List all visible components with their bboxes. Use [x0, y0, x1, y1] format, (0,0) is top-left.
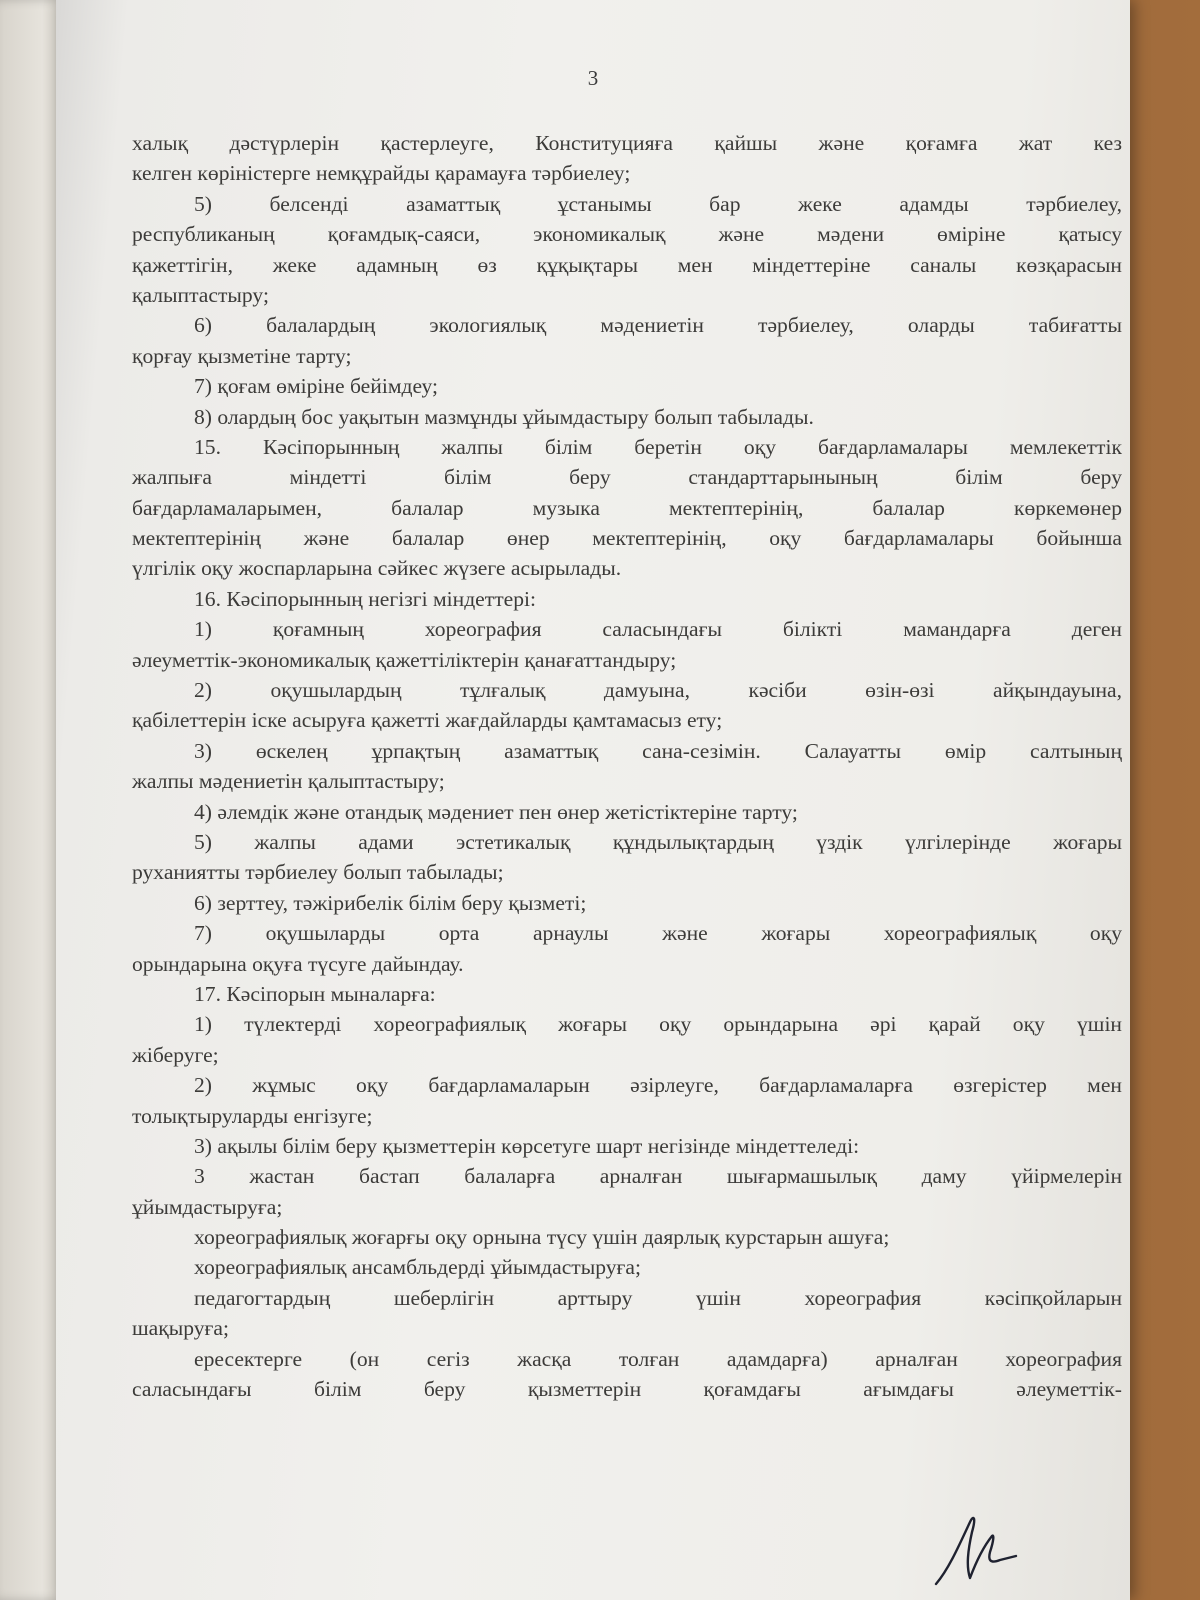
text-line: үлгілік оқу жоспарларына сәйкес жүзеге асырылады.	[132, 556, 622, 581]
text-line: саласындағы білім беру қызметтерін қоғамдағы ағымдағы әлеуметтік-	[132, 1377, 1122, 1402]
text-line: халық дәстүрлерін қастерлеуге, Конституцияға қайшы және қоғамға жат кез	[132, 131, 1122, 155]
text-line: жалпы мәдениетін қалыптастыру;	[132, 769, 445, 794]
text-line: 5) белсенді азаматтық ұстанымы бар жеке адамды тәрбиелеу,	[194, 191, 1122, 216]
text-line: 6) балалардың экологиялық мәдениетін тәрбиелеу, оларды табиғатты	[194, 313, 1122, 338]
text-line: 1) қоғамның хореография саласындағы білікті мамандарға деген	[194, 617, 1122, 642]
text-line: 3) өскелең ұрпақтың азаматтық сана-сезімін. Салауатты өмір салтының	[194, 738, 1122, 763]
text-line: 16. Кәсіпорынның негізгі міндеттері:	[194, 586, 537, 611]
text-line: 7) қоғам өміріне бейімдеу;	[194, 374, 439, 399]
text-line: шақыруға;	[132, 1316, 229, 1341]
signature	[930, 1500, 1020, 1590]
text-line: 17. Кәсіпорын мыналарға:	[194, 981, 436, 1006]
text-line: орындарына оқуға түсуге дайындау.	[132, 951, 464, 976]
text-line: 2) жұмыс оқу бағдарламаларын әзірлеуге, бағдарламаларға өзгерістер мен	[194, 1073, 1122, 1098]
text-line: хореографиялық ансамбльдерді ұйымдастыруға;	[194, 1255, 641, 1280]
text-line: 2) оқушылардың тұлғалық дамуына, кәсіби өзін-өзі айқындауына,	[194, 678, 1122, 703]
document-page	[56, 0, 1130, 1600]
text-line: қорғау қызметіне тарту;	[132, 343, 352, 368]
text-line: 6) зерттеу, тәжірибелік білім беру қызметі;	[194, 890, 587, 915]
text-line: ересектерге (он сегіз жасқа толған адамдарға) арналған хореография	[194, 1346, 1122, 1371]
text-line: қажеттігін, жеке адамның өз құқықтары мен міндеттеріне саналы көзқарасын	[132, 252, 1122, 277]
text-line: 4) әлемдік және отандық мәдениет пен өнер жетістіктеріне тарту;	[194, 799, 798, 824]
text-line: жіберуге;	[132, 1042, 219, 1067]
page-number: 3	[587, 66, 599, 90]
text-line: толықтыруларды енгізуге;	[132, 1103, 373, 1128]
text-line: 7) оқушыларды орта арнаулы және жоғары хореографиялық оқу	[194, 921, 1122, 946]
text-line: хореографиялық жоғарғы оқу орнына түсу үшін даярлық курстарын ашуға;	[194, 1225, 890, 1250]
text-line: педагогтардың шеберлігін арттыру үшін хореография кәсіпқойларын	[194, 1285, 1122, 1310]
text-line: ұйымдастыруға;	[132, 1194, 283, 1219]
text-line: қалыптастыру;	[132, 282, 269, 307]
text-line: 3) ақылы білім беру қызметтерін көрсетуге шарт негізінде міндеттеледі:	[194, 1133, 860, 1158]
text-line: 3 жастан бастап балаларға арналған шығармашылық даму үйірмелерін	[194, 1164, 1122, 1189]
text-line: 1) түлектерді хореографиялық жоғары оқу орындарына әрі қарай оқу үшін	[194, 1012, 1122, 1037]
text-line: келген көріністерге немқұрайды қарамауға тәрбиелеу;	[132, 161, 631, 186]
text-line: 15. Кәсіпорынның жалпы білім беретін оқу бағдарламалары мемлекеттік	[194, 434, 1122, 459]
text-line: мектептерінің және балалар өнер мектептерінің, оқу бағдарламалары бойынша	[132, 526, 1122, 551]
text-line: жалпыға міндетті білім беру стандарттарынының білім беру	[132, 465, 1122, 490]
text-line: қабілеттерін іске асыруға қажетті жағдайларды қамтамасыз ету;	[132, 708, 723, 733]
text-line: бағдарламаларымен, балалар музыка мектептерінің, балалар көркемөнер	[132, 495, 1122, 520]
text-line: республиканың қоғамдық-саяси, экономикалық және мәдени өміріне қатысу	[132, 222, 1122, 247]
text-line: 5) жалпы адами эстетикалық құндылықтардың үздік үлгілерінде жоғары	[194, 829, 1122, 854]
text-line: әлеуметтік-экономикалық қажеттіліктерін қанағаттандыру;	[132, 647, 677, 672]
document-body	[132, 128, 1122, 1404]
text-line: руханиятты тәрбиелеу болып табылады;	[132, 860, 504, 885]
text-line: 8) олардың бос уақытын мазмұнды ұйымдастыру болып табылады.	[194, 404, 814, 429]
